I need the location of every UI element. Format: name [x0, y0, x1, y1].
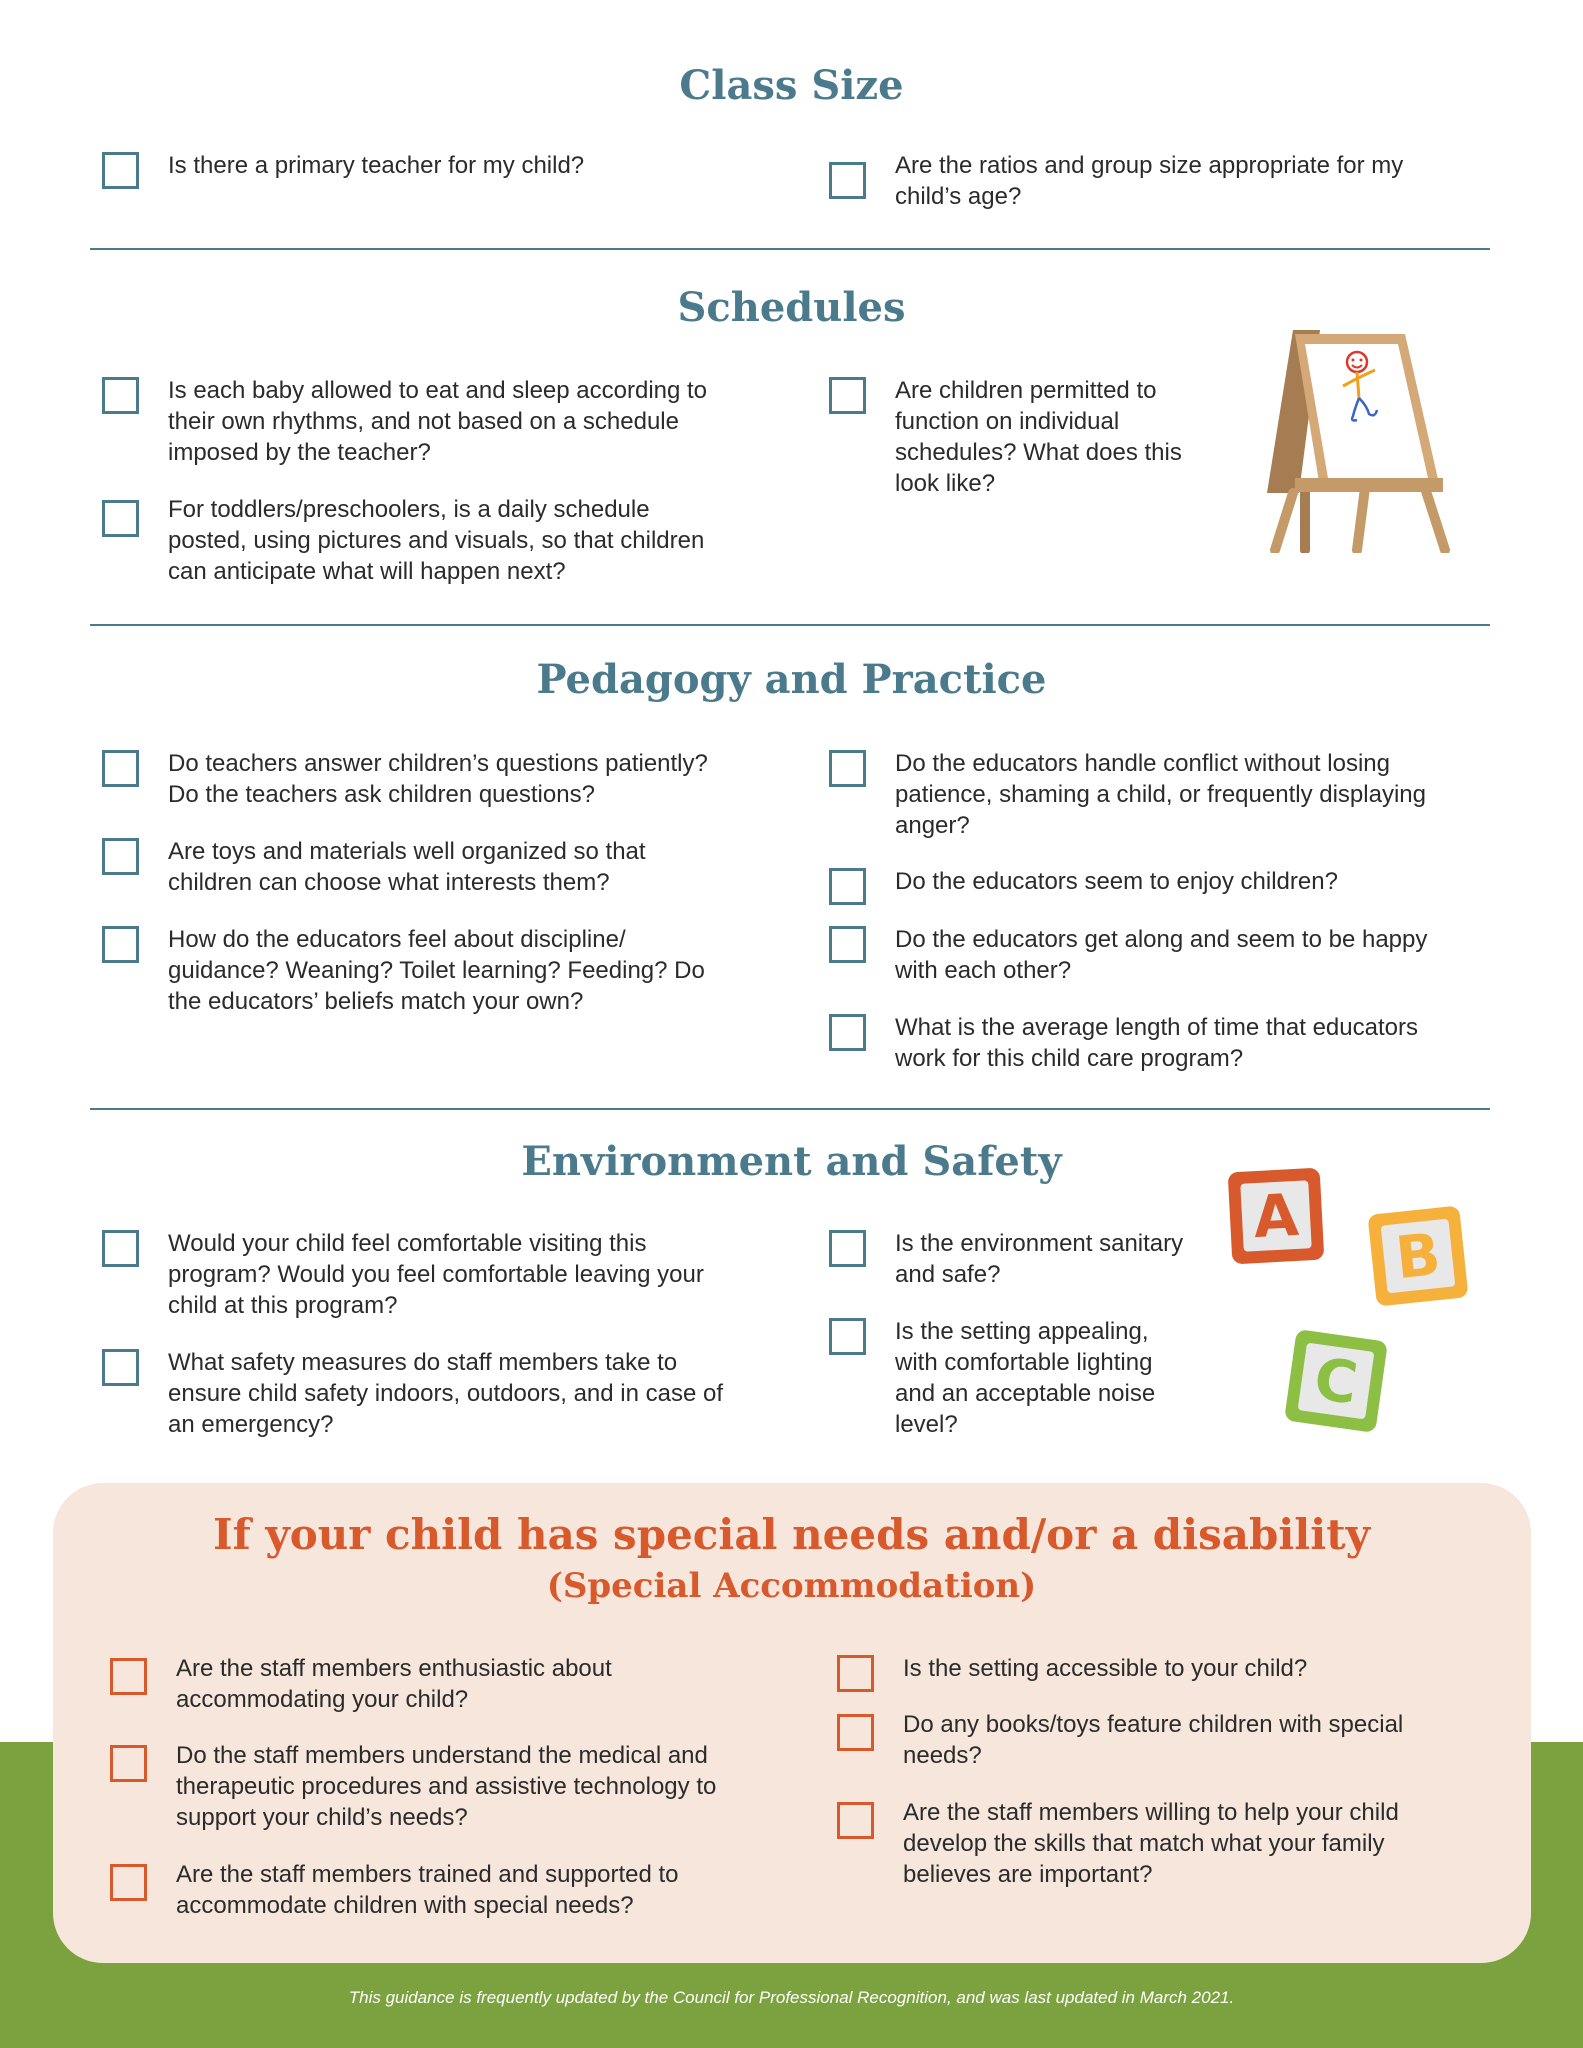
- checkbox[interactable]: [837, 1655, 874, 1692]
- checkbox[interactable]: [102, 152, 139, 189]
- checkbox[interactable]: [102, 750, 139, 787]
- item-text: Is the setting accessible to your child?: [903, 1655, 1308, 1682]
- item-text: Do the educators seem to enjoy children?: [895, 868, 1338, 895]
- item-text: Do teachers answer children’s questions patiently? Do the teachers ask children questions?: [168, 750, 708, 808]
- checkbox[interactable]: [829, 868, 866, 905]
- item-text: Are children permitted to function on individual schedules? What does this look like?: [895, 377, 1182, 497]
- checkbox[interactable]: [102, 1349, 139, 1386]
- section-divider: [90, 248, 1490, 250]
- item-text: Do the educators handle conflict without losing patience, shaming a child, or frequently displaying anger?: [895, 750, 1426, 839]
- checkbox[interactable]: [829, 1014, 866, 1051]
- item-text: Is each baby allowed to eat and sleep according to their own rhythms, and not based on a schedule imposed by the teacher?: [168, 377, 708, 466]
- section-title-schedules: Schedules: [677, 284, 906, 331]
- checkbox[interactable]: [102, 838, 139, 875]
- footer-note: This guidance is frequently updated by the Council for Professional Recognition, and was last updated in March 2021.: [348, 1988, 1235, 2007]
- item-text: Would your child feel comfortable visiting this program? Would you feel comfortable leaving your child at this program?: [168, 1230, 704, 1319]
- special-subtitle: (Special Accommodation): [546, 1566, 1037, 1606]
- item-text: Are the staff members trained and supported to accommodate children with special needs?: [176, 1861, 679, 1919]
- checkbox[interactable]: [829, 926, 866, 963]
- checkbox[interactable]: [110, 1745, 147, 1782]
- item-text: Do any books/toys feature children with special needs?: [903, 1711, 1404, 1769]
- checkbox[interactable]: [102, 377, 139, 414]
- block-b-icon: B: [1367, 1205, 1468, 1306]
- item-text: Do the educators get along and seem to be happy with each other?: [895, 926, 1428, 984]
- checkbox[interactable]: [829, 377, 866, 414]
- item-text: Are the staff members enthusiastic about accommodating your child?: [176, 1655, 612, 1713]
- block-c-icon: C: [1284, 1329, 1388, 1433]
- item-text: What is the average length of time that educators work for this child care program?: [895, 1014, 1418, 1072]
- checkbox[interactable]: [829, 750, 866, 787]
- item-text: Is there a primary teacher for my child?: [168, 152, 585, 179]
- item-text: Is the environment sanitary and safe?: [895, 1230, 1184, 1288]
- item-text: Is the setting appealing, with comfortable lighting and an acceptable noise level?: [895, 1318, 1156, 1438]
- easel-icon: [1265, 328, 1455, 553]
- checkbox[interactable]: [110, 1658, 147, 1695]
- section-title-environment: Environment and Safety: [521, 1138, 1062, 1185]
- section-title-class-size: Class Size: [679, 62, 904, 109]
- section-divider: [90, 1108, 1490, 1110]
- checkbox[interactable]: [829, 1318, 866, 1355]
- checkbox[interactable]: [837, 1714, 874, 1751]
- checkbox[interactable]: [102, 1230, 139, 1267]
- block-a-icon: A: [1228, 1168, 1325, 1265]
- checkbox[interactable]: [102, 926, 139, 963]
- section-title-pedagogy: Pedagogy and Practice: [536, 656, 1047, 703]
- item-text: Are the ratios and group size appropriate for my child’s age?: [895, 152, 1404, 210]
- checkbox[interactable]: [837, 1802, 874, 1839]
- item-text: What safety measures do staff members take to ensure child safety indoors, outdoors, and in case of an emergency?: [168, 1349, 723, 1438]
- checkbox[interactable]: [102, 500, 139, 537]
- special-title: If your child has special needs and/or a disability: [212, 1510, 1370, 1559]
- item-text: For toddlers/preschoolers, is a daily schedule posted, using pictures and visuals, so that children can anticipate what will happen next?: [168, 496, 705, 585]
- item-text: Are the staff members willing to help your child develop the skills that match what your family believes are important?: [903, 1799, 1399, 1888]
- checkbox[interactable]: [829, 1230, 866, 1267]
- item-text: Are toys and materials well organized so that children can choose what interests them?: [168, 838, 646, 896]
- item-text: Do the staff members understand the medical and therapeutic procedures and assistive technology to support your child’s needs?: [176, 1742, 717, 1831]
- section-divider: [90, 624, 1490, 626]
- checkbox[interactable]: [829, 162, 866, 199]
- checkbox[interactable]: [110, 1864, 147, 1901]
- item-text: How do the educators feel about discipline/ guidance? Weaning? Toilet learning? Feeding? Do the educators’ beliefs match your own?: [168, 926, 705, 1015]
